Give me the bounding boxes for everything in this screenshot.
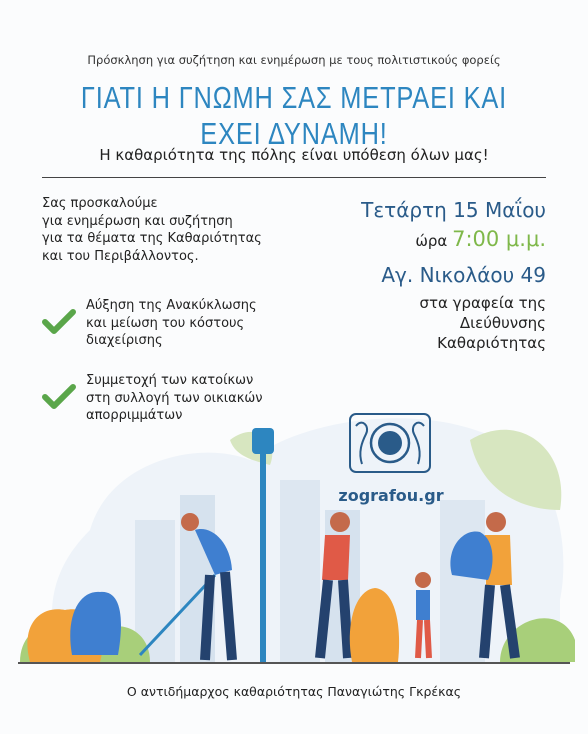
event-place	[306, 293, 546, 353]
bullet-line: Συμμετοχή των κατοίκων	[86, 373, 254, 388]
child-head	[415, 572, 431, 588]
child-torso	[416, 590, 430, 620]
divider	[42, 177, 546, 178]
invitation-line: Πρόσκληση για συζήτηση και ενημέρωση με τους πολιτιστικούς φορείς	[87, 53, 501, 67]
municipality-logo	[348, 412, 432, 478]
invite-line: για ενημέρωση και συζήτηση	[42, 213, 233, 229]
subheadline: Η καθαριότητα της πόλης είναι υπόθεση όλων μας!	[99, 146, 489, 164]
time-prefix: ώρα	[415, 232, 448, 250]
street-lamp-pole	[260, 450, 266, 662]
bullet-line: διαχείρισης	[86, 333, 163, 348]
event-date: Τετάρτη 15 Μαΐου	[361, 198, 546, 222]
invite-line: και του Περιβάλλοντος.	[42, 248, 199, 264]
bullet-line: Αύξηση της Ανακύκλωσης	[86, 298, 257, 313]
place-line: Καθαριότητας	[437, 334, 546, 352]
event-address: Αγ. Νικολάου 49	[381, 263, 546, 287]
street-lamp-head	[252, 428, 274, 454]
bullet-recycling	[42, 297, 322, 357]
person-head	[330, 512, 350, 532]
headline: ΓΙΑΤΙ Η ΓΝΩΜΗ ΣΑΣ ΜΕΤΡΑΕΙ ΚΑΙ ΕΧΕΙ ΔΥΝΑΜΗ!	[80, 80, 508, 151]
person-torso	[322, 535, 350, 580]
footer-signature: Ο αντιδήμαρχος καθαριότητας Παναγιώτης Γκρέκας	[126, 684, 462, 699]
person-head	[181, 513, 199, 531]
invite-text	[42, 195, 312, 265]
ground-line	[18, 662, 570, 664]
building	[440, 500, 485, 662]
place-line: στα γραφεία της	[419, 294, 546, 312]
event-details	[306, 197, 546, 353]
check-icon	[42, 309, 76, 335]
invite-line: για τα θέματα της Καθαριότητας	[42, 231, 262, 246]
event-time-row	[306, 227, 546, 251]
bullet-line: στη συλλογή των οικιακών	[86, 390, 263, 406]
bullet-line: και μείωση του κόστους	[86, 315, 245, 331]
bullet-line: απορριμμάτων	[86, 408, 183, 423]
invite-line: Σας προσκαλούμε	[42, 196, 158, 211]
event-time: 7:00 μ.μ.	[452, 227, 546, 251]
building	[280, 480, 320, 662]
cleanup-illustration	[0, 400, 588, 670]
place-line: Διεύθυνσης	[459, 314, 546, 332]
person-head	[486, 512, 506, 532]
website-link[interactable]: zografou.gr	[338, 486, 444, 505]
